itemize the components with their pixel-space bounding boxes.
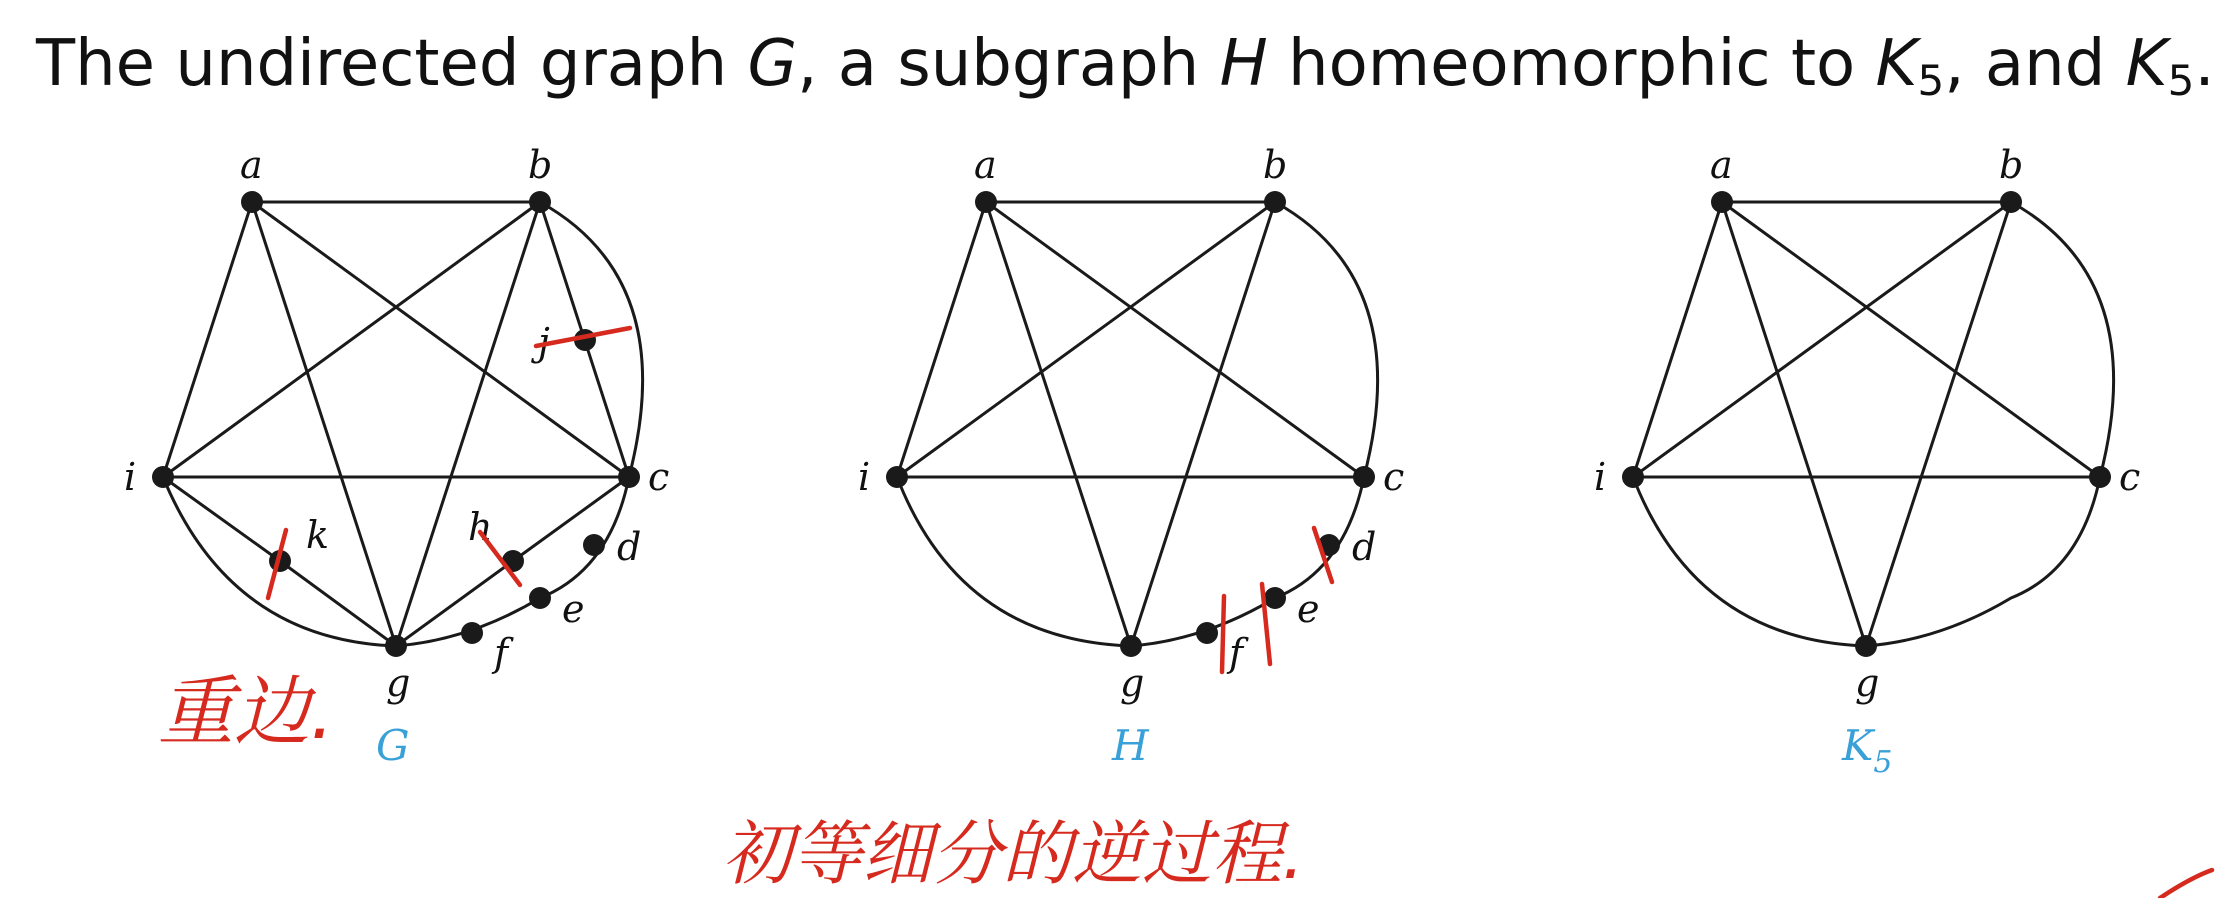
- label-b: b: [528, 143, 553, 187]
- vertex-i: [1622, 466, 1644, 488]
- label-g: g: [386, 661, 411, 705]
- edge-i-g-arc: [1633, 477, 1866, 646]
- edge-i-g-arc: [897, 477, 1131, 646]
- label-a: a: [974, 143, 997, 187]
- edge-a-c: [986, 202, 1364, 477]
- title-k5-second: K: [2125, 27, 2168, 101]
- edge-b-c-arc: [1275, 202, 1378, 477]
- label-i: i: [1594, 455, 1607, 499]
- red-annotations: [158, 328, 2212, 898]
- edge-a-c: [1722, 202, 2100, 477]
- title-k5-sub: 5: [1917, 56, 1945, 105]
- label-g: g: [1120, 661, 1145, 705]
- vertex-g: [385, 635, 407, 657]
- label-j: j: [538, 320, 550, 364]
- vertex-i: [152, 466, 174, 488]
- label-f: f: [1229, 631, 1244, 675]
- label-d: d: [1352, 525, 1377, 569]
- vertex-e: [529, 587, 551, 609]
- title-graph-h: H: [1219, 27, 1268, 101]
- title-text: .: [2194, 27, 2215, 101]
- vertex-f: [461, 622, 483, 644]
- graph-g-labels: [124, 143, 669, 705]
- graph-k5-edges: [1633, 202, 2114, 646]
- label-k: k: [306, 513, 330, 557]
- note-inverse-subdivision: 初等细分的逆过程.: [722, 813, 1305, 895]
- vertex-b: [1264, 191, 1286, 213]
- label-h: h: [468, 505, 493, 549]
- vertex-c: [1353, 466, 1375, 488]
- margin-mark: [2160, 870, 2212, 898]
- edge-c-g-arc: [1866, 477, 2100, 646]
- label-c: c: [1383, 455, 1405, 499]
- label-a: a: [240, 143, 263, 187]
- vertex-g: [1120, 635, 1142, 657]
- vertex-c: [2089, 466, 2111, 488]
- label-c: c: [648, 455, 670, 499]
- caption-k5: [1841, 721, 1892, 780]
- strike-f-1: [1222, 596, 1224, 672]
- edge-a-i: [1633, 202, 1722, 477]
- label-b: b: [1999, 143, 2024, 187]
- vertex-c: [618, 466, 640, 488]
- title-text: homeomorphic to: [1267, 27, 1876, 101]
- vertex-b: [529, 191, 551, 213]
- title-text: The undirected graph: [36, 27, 748, 101]
- title-k5: K: [1875, 27, 1918, 101]
- graph-g-edges: [163, 202, 643, 646]
- vertex-a: [1711, 191, 1733, 213]
- label-d: d: [617, 525, 642, 569]
- graph-k5-vertices: [1622, 191, 2111, 657]
- edge-c-d-e-f-g: [1131, 477, 1364, 646]
- edge-a-i: [163, 202, 252, 477]
- note-multiple-edges: 重边.: [158, 667, 335, 756]
- vertex-d: [583, 534, 605, 556]
- graph-h: [858, 143, 1404, 770]
- edge-b-i: [1633, 202, 2011, 477]
- edge-b-i: [897, 202, 1275, 477]
- vertex-f: [1196, 622, 1218, 644]
- caption-g: G: [376, 721, 410, 770]
- edge-a-g: [1722, 202, 1866, 646]
- label-i: i: [858, 455, 871, 499]
- edge-b-g: [1131, 202, 1275, 646]
- edge-b-g: [1866, 202, 2011, 646]
- vertex-e: [1264, 587, 1286, 609]
- label-e: e: [562, 587, 585, 631]
- vertex-b: [2000, 191, 2022, 213]
- label-f: f: [494, 631, 509, 675]
- vertex-g: [1855, 635, 1877, 657]
- edge-b-c-arc: [2011, 202, 2114, 477]
- title-graph-g: G: [747, 27, 798, 101]
- graph-h-labels: [858, 143, 1404, 705]
- label-i: i: [124, 455, 137, 499]
- title-k5-second-sub: 5: [2167, 56, 2195, 105]
- label-e: e: [1297, 587, 1320, 631]
- title-text: , a subgraph: [797, 27, 1220, 101]
- label-c: c: [2119, 455, 2141, 499]
- caption-k5-sub: 5: [1873, 745, 1893, 780]
- vertex-a: [241, 191, 263, 213]
- label-a: a: [1710, 143, 1733, 187]
- label-g: g: [1855, 661, 1880, 705]
- caption-h: H: [1112, 721, 1149, 770]
- caption-k5-main: K: [1842, 721, 1874, 770]
- edge-a-g: [986, 202, 1131, 646]
- vertex-i: [886, 466, 908, 488]
- graph-k5: [1594, 143, 2140, 780]
- edge-a-i: [897, 202, 986, 477]
- label-b: b: [1263, 143, 1288, 187]
- graph-k5-labels: [1594, 143, 2140, 705]
- title-text: , and: [1944, 27, 2126, 101]
- edge-b-i: [163, 202, 540, 477]
- graph-h-edges: [897, 202, 1378, 646]
- vertex-a: [975, 191, 997, 213]
